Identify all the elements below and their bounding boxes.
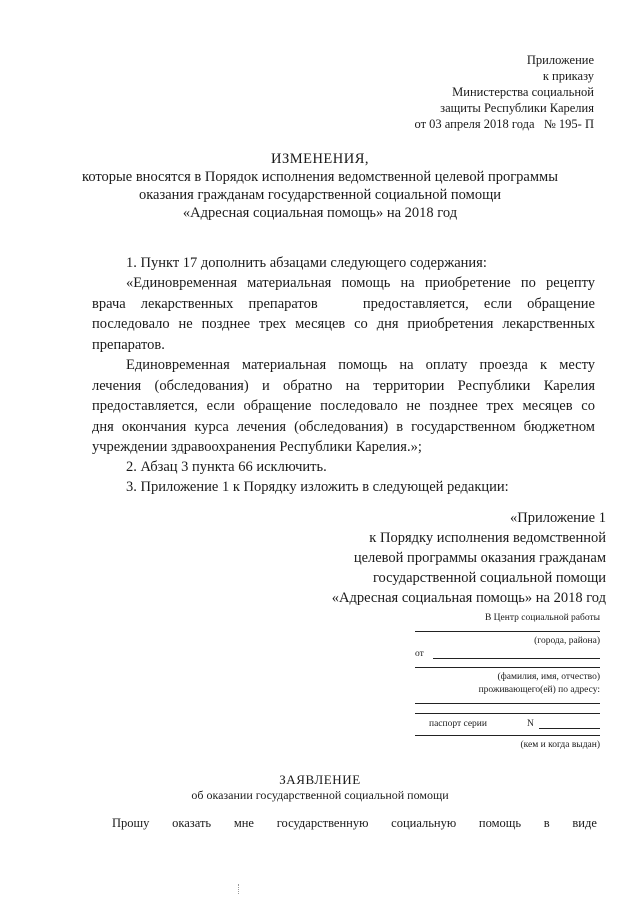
paragraph-line: последовало не позднее трех месяцев со дня приобретения лекарственных <box>92 316 595 332</box>
form-passport-no-line[interactable] <box>539 728 600 729</box>
appendix-1-line: целевой программы оказания гражданам <box>353 550 606 566</box>
paragraph-line: врача лекарственных препаратов предоставляется, если обращение <box>92 295 595 312</box>
paragraph-line: предоставляется, если обращение последовало не позднее трех месяцев со <box>92 398 595 414</box>
form-from-row <box>415 648 600 661</box>
application-form <box>415 612 600 752</box>
request-word: государственную <box>276 816 369 830</box>
declaration-request-line <box>112 816 597 831</box>
form-residing-label: проживающего(ей) по адресу: <box>478 685 600 695</box>
appendix-line: от 03 апреля 2018 года № 195- П <box>414 117 594 131</box>
scan-mark <box>238 884 241 894</box>
form-from-line[interactable] <box>433 658 600 659</box>
appendix-line: защиты Республики Карелия <box>440 101 594 115</box>
request-word: социальную <box>391 816 457 830</box>
form-line-issued <box>415 731 600 739</box>
form-from-label: от <box>415 649 424 659</box>
title-line: оказания гражданам государственной социальной помощи <box>138 187 501 203</box>
paragraph-line: дня окончания курса лечения (обследования) в государственном бюджетном <box>92 418 595 435</box>
appendix-line: Приложение <box>526 53 594 67</box>
form-caption-name: (фамилия, имя, отчество) <box>497 672 600 682</box>
title-line: которые вносятся в Порядок исполнения ведомственной целевой программы <box>82 169 558 185</box>
appendix-line: к приказу <box>542 69 594 83</box>
request-word: в <box>543 816 550 830</box>
paragraph-line: препаратов. <box>92 336 165 353</box>
paragraph-line: Единовременная материальная помощь на оплату проезда к месту <box>126 357 595 373</box>
paragraph-line: лечения (обследования) и обратно на территории Республики Карелия <box>92 377 595 394</box>
title-line: «Адресная социальная помощь» на 2018 год <box>182 205 458 221</box>
form-line-address-1 <box>415 697 600 707</box>
document-title <box>0 150 640 222</box>
form-line-name <box>415 661 600 671</box>
appendix-line: Министерства социальной <box>452 85 594 99</box>
item-3: 3. Приложение 1 к Порядку изложить в следующей редакции: <box>126 479 509 495</box>
request-word: оказать <box>172 816 212 830</box>
paragraph-line: «Единовременная материальная помощь на приобретение по рецепту <box>126 275 595 291</box>
paragraph-line: учреждении здравоохранения Республики Карелия.»; <box>92 439 422 455</box>
appendix-1-line: к Порядку исполнения ведомственной <box>369 530 606 546</box>
form-caption-issued: (кем и когда выдан) <box>520 740 600 750</box>
form-passport-no-label: N <box>527 719 534 729</box>
form-line-address-2 <box>415 707 600 717</box>
declaration-title: ЗАЯВЛЕНИЕ <box>279 772 361 787</box>
form-addressee: В Центр социальной работы <box>484 613 600 623</box>
paragraph-1 <box>92 273 595 355</box>
request-word: виде <box>572 816 597 830</box>
form-caption-city: (города, района) <box>534 636 600 646</box>
title-main: ИЗМЕНЕНИЯ, <box>270 151 370 167</box>
item-1-heading: 1. Пункт 17 дополнить абзацами следующего содержания: <box>126 255 487 271</box>
appendix-1-line: «Адресная социальная помощь» на 2018 год <box>331 590 606 606</box>
request-word: помощь <box>478 816 522 830</box>
appendix-1-header <box>332 508 606 608</box>
paragraph-2 <box>92 355 595 458</box>
appendix-1-line: «Приложение 1 <box>510 510 606 526</box>
request-word: мне <box>233 816 254 830</box>
appendix-header <box>414 52 594 132</box>
form-passport-series-label: паспорт серии <box>429 719 487 729</box>
appendix-1-line: государственной социальной помощи <box>372 570 606 586</box>
declaration-heading <box>0 772 640 803</box>
form-line-center <box>415 625 600 635</box>
declaration-subtitle: об оказании государственной социальной помощи <box>191 788 449 802</box>
form-passport-row <box>415 717 600 731</box>
item-2: 2. Абзац 3 пункта 66 исключить. <box>126 459 327 475</box>
request-word: Прошу <box>112 816 150 830</box>
